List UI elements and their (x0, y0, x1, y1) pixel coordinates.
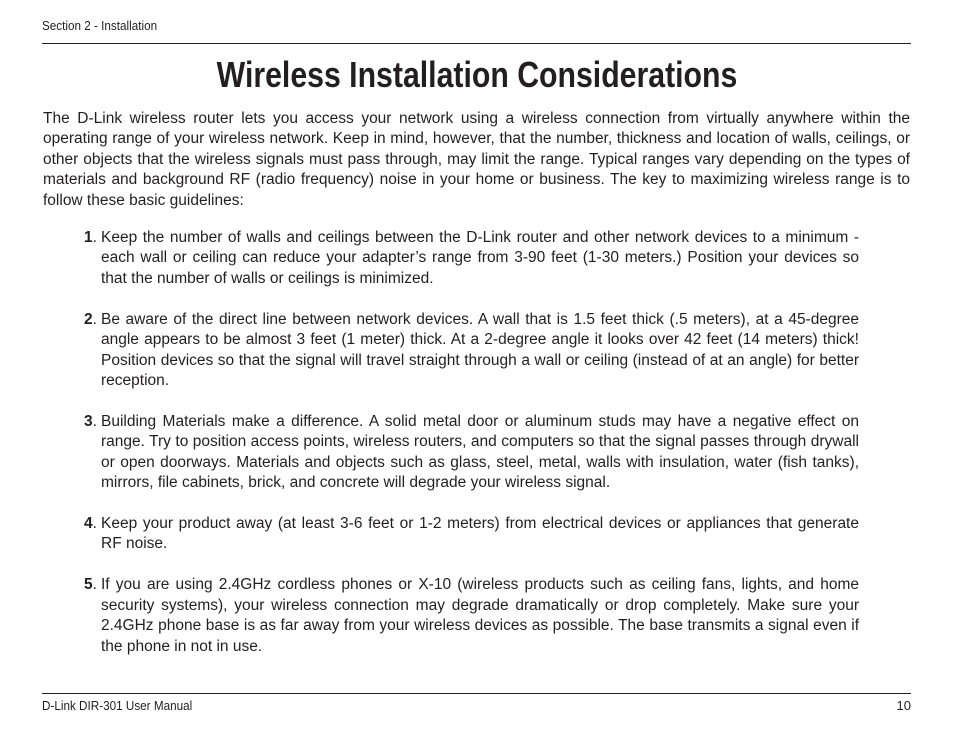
guideline-number: 1. (84, 229, 97, 246)
guideline-text: Be aware of the direct line between network devices. A wall that is 1.5 feet thick (.5 meters), at a 45-degree angle appears to be almost 3 feet (1 meter) thick. At a 2-degree angle it looks over 42 feet (14 meters) thick! Position devices so that the signal will travel straight through a wall or ceiling (instead of at an angle) for better reception. (101, 310, 859, 389)
header-divider (42, 43, 911, 44)
guideline-item (84, 575, 859, 657)
intro-paragraph: The D-Link wireless router lets you access your network using a wireless connection from virtually anywhere within the operating range of your wireless network. Keep in mind, however, that the number, thickness and location of walls, ceilings, or other objects that the wireless signals must pass through, may limit the range. Typical ranges vary depending on the types of materials and background RF (radio frequency) noise in your home or business. The key to maximizing wireless range is to follow these basic guidelines: (43, 110, 910, 209)
footer-manual-title: D-Link DIR-301 User Manual (42, 698, 193, 713)
section-header: Section 2 - Installation (42, 18, 158, 33)
guidelines-list (84, 228, 859, 677)
guideline-text: Keep the number of walls and ceilings between the D-Link router and other network devices to a minimum - each wall or ceiling can reduce your adapter’s range from 3-90 feet (1-30 meters.) Position your devices so that the number of walls or ceilings is minimized. (101, 229, 859, 287)
guideline-text: Keep your product away (at least 3-6 feet or 1-2 meters) from electrical devices or appliances that generate RF noise. (101, 514, 859, 553)
page-number: 10 (896, 698, 911, 713)
page-title: Wireless Installation Considerations (216, 54, 738, 95)
guideline-number: 4. (84, 514, 97, 532)
guideline-number: 3. (84, 412, 97, 430)
guideline-number: 5. (84, 576, 97, 594)
guideline-text: Building Materials make a difference. A solid metal door or aluminum studs may have a negative effect on range. Try to position access points, wireless routers, and computers so that the signal passes through drywall or open doorways. Materials and objects such as glass, steel, metal, walls with insulation, water (fish tanks), mirrors, file cabinets, brick, and concrete will degrade your wireless signal. (101, 412, 859, 492)
guideline-item (84, 310, 859, 392)
footer-divider (42, 693, 911, 694)
guideline-item (84, 228, 859, 289)
guideline-number: 2. (84, 310, 97, 328)
guideline-item (84, 412, 859, 494)
guideline-item (84, 514, 859, 555)
guideline-text: If you are using 2.4GHz cordless phones or X-10 (wireless products such as ceiling fans, lights, and home security systems), your wireless connection may degrade dramatically or drop completely. Make sure your 2.4GHz phone base is as far away from your wireless devices as possible. The base transmits a signal even if the phone in not in use. (101, 576, 859, 655)
